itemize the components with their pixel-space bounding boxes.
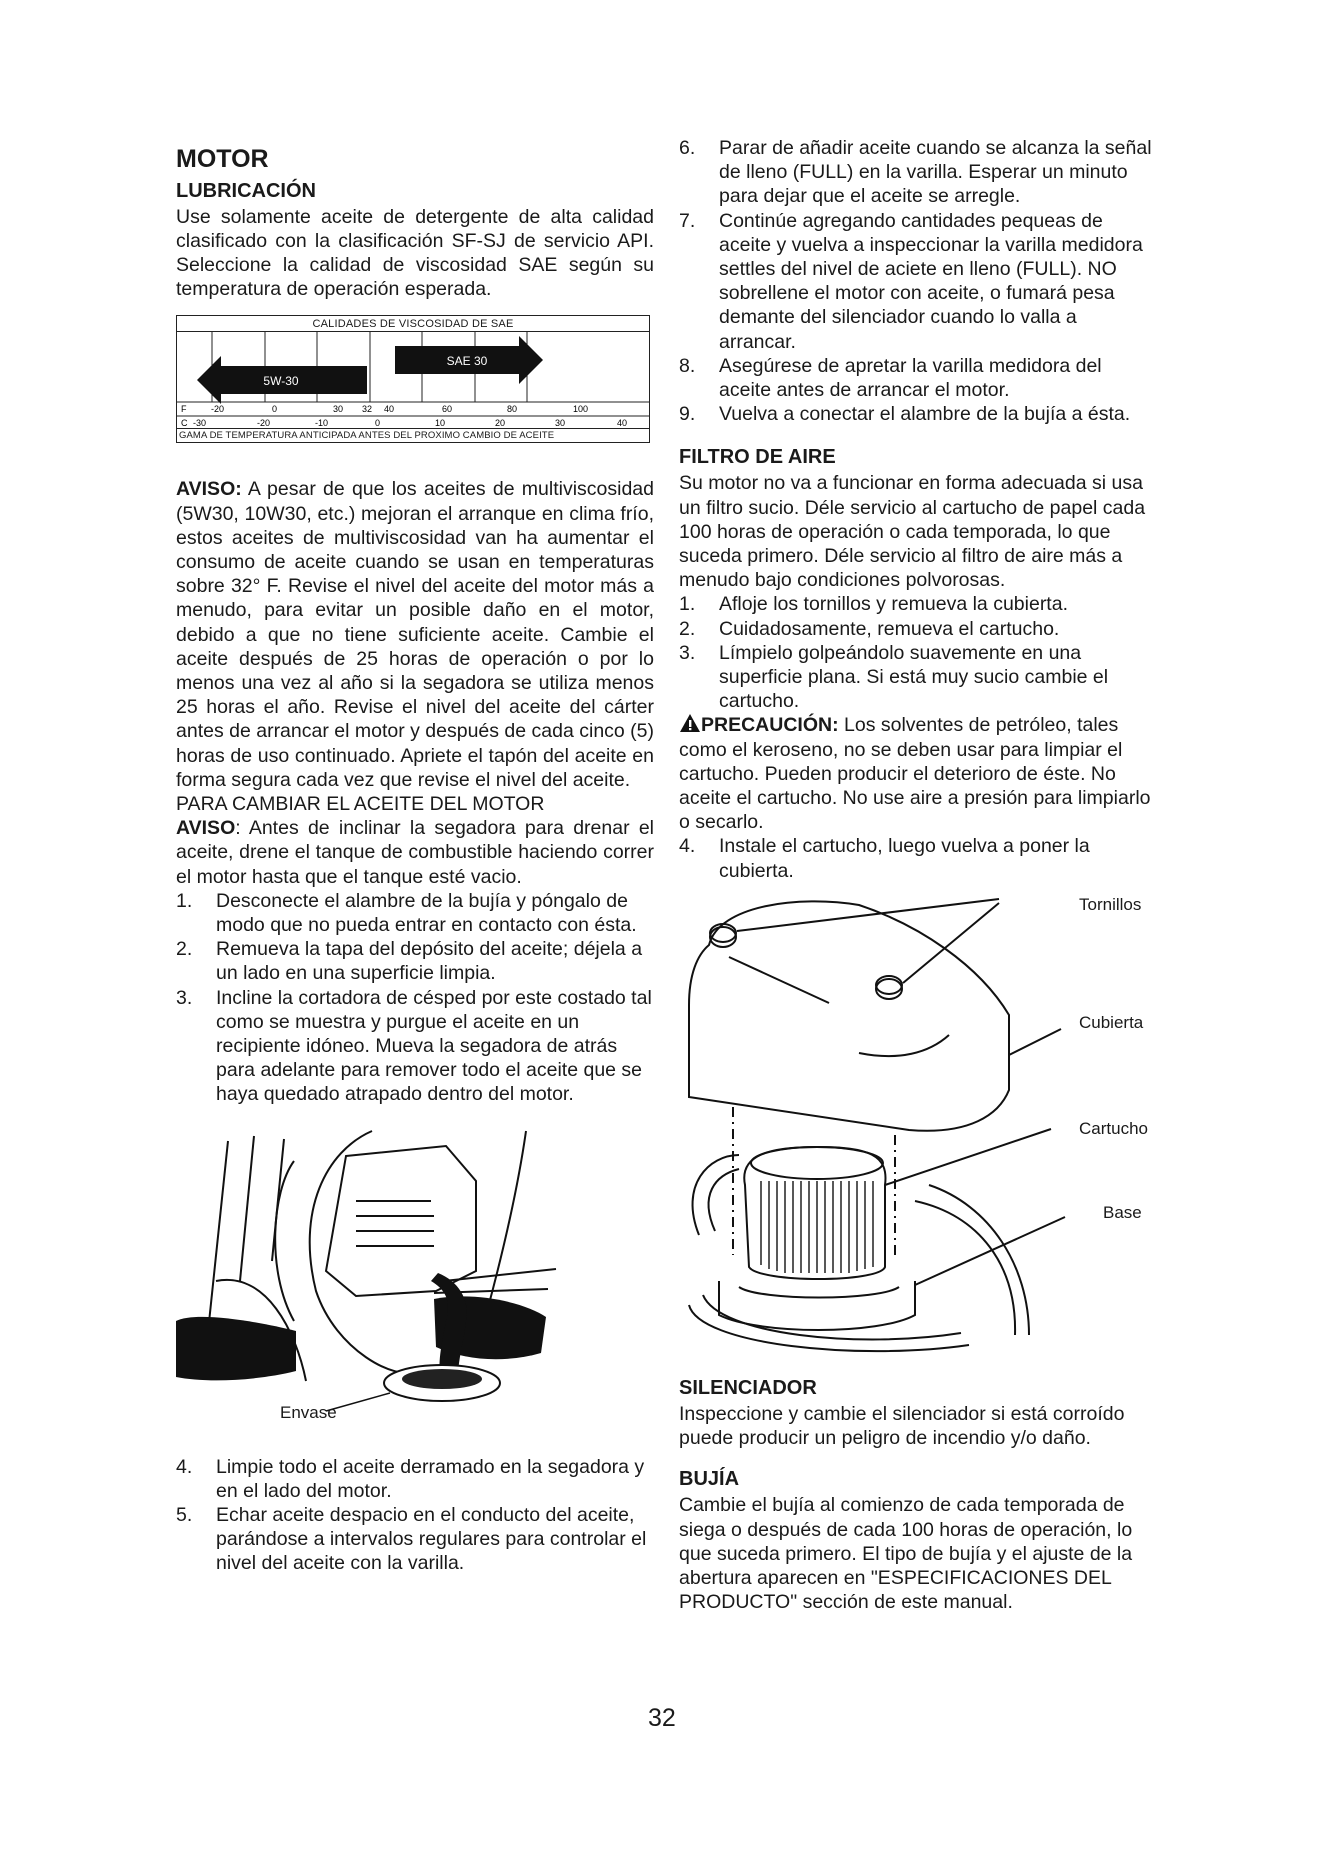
section-title-filtro-de-aire: FILTRO DE AIRE (679, 446, 836, 469)
tornillos-callout: Tornillos (1079, 894, 1142, 914)
aviso-text: A pesar de que los aceites de multiviscosidad (5W30, 10W30, etc.) mejoran el arranque en clima frío, estos aceites de multiviscosidad van ha aumentar el consumo de aceite cuando se usan en temperaturas sobre 32° F. Revise el nivel del aceite del motor más a menudo, para evitar un posible daño en el motor, debido a que no tiene suficiente aceite. Cambie el aceite después de 25 horas de operación o por lo menos una vez al año si la segadora se utiliza menos 25 horas el año. Revise el nivel del aceite del cárter antes de arrancar el motor y después de cada cinco (5) horas de uso continuado. Apriete el tapón del aceite en forma segura cada vez que revise el nivel del aceite. (176, 478, 655, 791)
f-tick: 60 (442, 404, 453, 415)
list-item: 8. Asegúrese de apretar la varilla medidora del aceite antes de arrancar el motor. (679, 354, 1102, 402)
warning-triangle-icon (679, 713, 701, 733)
air-filter-steps-1-3 (679, 592, 1155, 713)
viscosity-chart-footer: GAMA DE TEMPERATURA ANTICIPADA ANTES DEL PROXIMO CAMBIO DE ACEITE (177, 428, 649, 442)
lubrication-intro: Use solamente aceite de detergente de alta calidad clasificado con la clasificación SF-SJ de servicio API. Seleccione la calidad de viscosidad SAE según su temperatura de operación esperada. (176, 205, 654, 301)
f-tick: 30 (333, 404, 344, 415)
list-item: 5. Echar aceite despacio en el conducto del aceite, parándose a intervalos regulares para controlar el nivel del aceite con la varilla. (176, 1504, 647, 1575)
f-tick: 32 (362, 404, 373, 415)
5w30-arrow-label: 5W-30 (263, 374, 299, 389)
aviso-label: AVISO: (176, 478, 242, 501)
subsection-title-lubricacion: LUBRICACIÓN (176, 179, 316, 202)
container-callout: Envase (280, 1402, 337, 1422)
viscosity-chart-title: CALIDADES DE VISCOSIDAD DE SAE (177, 316, 649, 332)
right-column (679, 136, 1155, 1614)
aviso-drain-label: AVISO (176, 817, 236, 840)
section-title-motor: MOTOR (176, 145, 269, 173)
c-tick: 30 (555, 418, 566, 429)
c-tick: -10 (315, 418, 329, 429)
c-tick: 40 (617, 418, 628, 429)
aviso-multiviscosity (176, 477, 654, 792)
cartucho-callout: Cartucho (1079, 1118, 1148, 1138)
oil-change-steps-4-5 (176, 1455, 654, 1576)
cubierta-callout: Cubierta (1079, 1012, 1144, 1032)
list-item: 6. Parar de añadir aceite cuando se alcanza la señal de lleno (FULL) en la varilla. Esperar un minuto para dejar que el aceite se arregle. (679, 137, 1152, 208)
c-tick: -20 (257, 418, 271, 429)
oil-change-steps-6-9 (679, 136, 1155, 426)
list-item: 9. Vuelva a conectar el alambre de la bujía a ésta. (679, 403, 1131, 426)
f-tick: 80 (507, 404, 518, 415)
left-column (176, 136, 654, 1576)
list-item: 4. Limpie todo el aceite derramado en la segadora y en el lado del motor. (176, 1455, 645, 1502)
aviso-drain (176, 816, 654, 889)
muffler-text: Inspeccione y cambie el silenciador si está corroído puede producir un peligro de incendio y/o daño. (679, 1402, 1125, 1450)
c-tick: 20 (495, 418, 506, 429)
list-item: 1. Afloje los tornillos y remueva la cubierta. (679, 593, 1068, 616)
f-tick: 0 (272, 404, 278, 415)
section-title-silenciador: SILENCIADOR (679, 1376, 817, 1399)
list-item: 2. Cuidadosamente, remueva el cartucho. (679, 617, 1060, 640)
spark-plug-text: Cambie el bujía al comienzo de cada temporada de siega o después de cada 100 horas de operación, lo que suceda primero. El tipo de bujía y el ajuste de la abertura aparecen en "ESPECIFICACIONES DEL PRODUCTO" sección de este manual. (679, 1494, 1133, 1614)
c-tick: -30 (193, 418, 207, 429)
front-tire-shape (176, 1316, 296, 1380)
list-item: 2. Remueva la tapa del depósito del aceite; déjela a un lado en una superficie limpia. (176, 938, 643, 985)
change-oil-subhead: PARA CAMBIAR EL ACEITE DEL MOTOR (176, 792, 545, 815)
sae30-arrow-label: SAE 30 (446, 354, 488, 369)
list-item: 1. Desconecte el alambre de la bujía y póngalo de modo que no pueda entrar en contacto con ésta. (176, 889, 637, 936)
f-tick: -20 (211, 404, 225, 415)
page-number: 32 (648, 1704, 676, 1732)
c-tick: 10 (435, 418, 446, 429)
list-item: 7. Continúe agregando cantidades pequeas de aceite y vuelva a inspeccionar la varilla medidora settles del nivel de aciete en lleno (FULL). NO sobrellene el motor con aceite, o fumará pesa demante del silenciador cuando lo valla a arrancar. (679, 209, 1143, 353)
base-callout: Base (1103, 1202, 1142, 1222)
f-tick: 100 (573, 404, 589, 415)
viscosity-chart-graphic (177, 332, 649, 428)
section-title-bujia: BUJÍA (679, 1468, 740, 1491)
oil-drain-illustration (176, 1121, 654, 1439)
c-scale-label: C (181, 418, 188, 429)
list-item: 3. Incline la cortadora de césped por este costado tal como se muestra y purgue el aceite en un recipiente idóneo. Mueva la segadora de atrás para adelante para remover todo el aceite que se haya quedado atrapado dentro del motor. (176, 986, 652, 1106)
tilted-mower-drawing (176, 1121, 654, 1439)
precaucion-label: PRECAUCIÓN: (701, 714, 839, 737)
air-filter-illustration (679, 885, 1155, 1367)
air-filter-intro: Su motor no va a funcionar en forma adecuada si usa un filtro sucio. Déle servicio al cartucho de papel cada 100 horas de operación o cada temporada, lo que suceda primero. Déle servicio al filtro de aire más a menudo bajo condiciones polvorosas. (679, 472, 1146, 592)
oil-change-steps-1-3 (176, 889, 654, 1107)
viscosity-chart (176, 315, 650, 443)
precaucion-text: Los solventes de petróleo, tales como el keroseno, no se deben usar para limpiar el cartucho. Pueden producir el deterioro de éste. No aceite el cartucho. No use aire a presión para limpiarlo o secarlo. (679, 714, 1151, 834)
air-filter-step-4 (679, 834, 1155, 882)
precaucion-warning (679, 713, 1155, 834)
aviso-drain-text: : Antes de inclinar la segadora para drenar el aceite, drene el tanque de combustible haciendo correr el motor hasta que el tanque esté vacio. (176, 817, 654, 888)
f-tick: 40 (384, 404, 395, 415)
list-item: 4. Instale el cartucho, luego vuelva a poner la cubierta. (679, 835, 1090, 882)
f-scale-label: F (181, 404, 187, 415)
c-tick: 0 (375, 418, 381, 429)
list-item: 3. Límpielo golpeándolo suavemente en una superficie plana. Si está muy sucio cambie el cartucho. (679, 641, 1109, 713)
